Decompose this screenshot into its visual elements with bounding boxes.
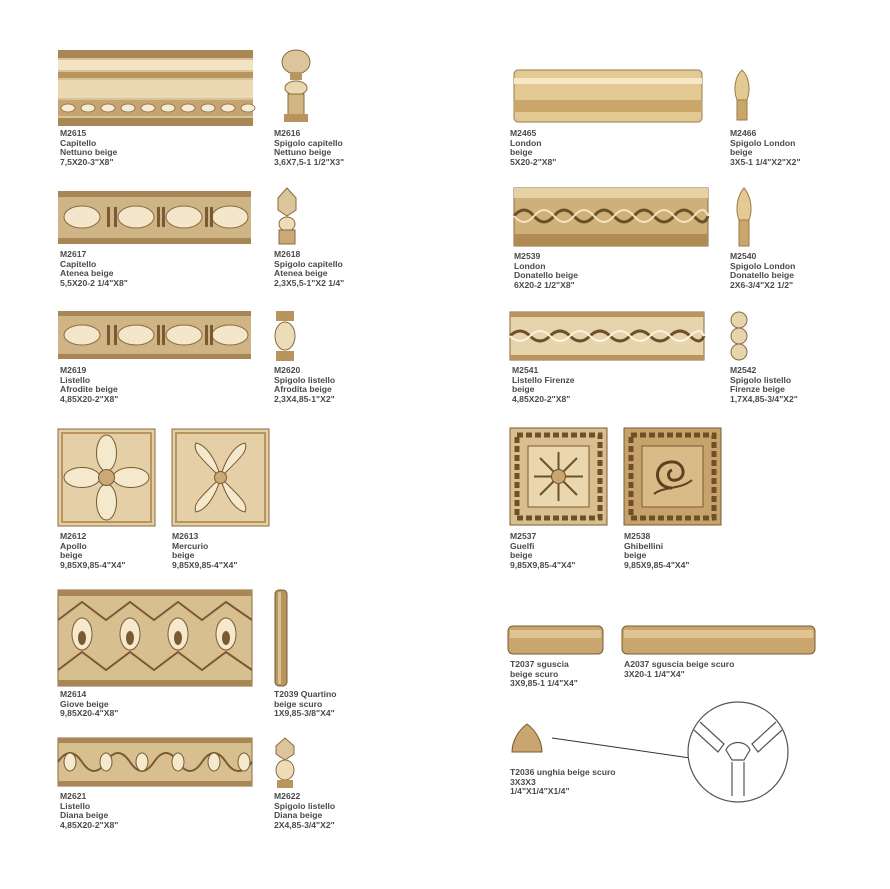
t2037-caption (510, 660, 578, 689)
product-collection: Afrodite beige (60, 384, 118, 395)
t2039-rod-image (275, 590, 287, 686)
m2612-tile-image (58, 429, 155, 526)
product-collection: beige scuro (274, 698, 323, 709)
product-collection: Atenea beige (274, 268, 328, 279)
product-size: 5X20-2"X8" (510, 156, 557, 167)
product-size: 2,3X4,85-1"X2" (274, 393, 335, 404)
product-code: M2613 (172, 531, 199, 541)
product-code: M2538 (624, 531, 651, 541)
m2618-caption (274, 250, 344, 288)
product-size: 4,85X20-2"X8" (512, 393, 571, 404)
m2616-caption (274, 129, 344, 167)
product-name: Spigolo capitello (274, 258, 343, 269)
product-size: 4,85X20-2"X8" (60, 393, 119, 404)
product-code: M2537 (510, 531, 537, 541)
product-size: 3X9,85-1 1/4"X4" (510, 678, 578, 689)
product-collection: beige scuro (510, 668, 559, 679)
m2613-tile-image (172, 429, 269, 526)
m2613-caption (172, 532, 238, 570)
m2537-tile-image (510, 428, 607, 525)
product-collection: Donatello beige (514, 270, 578, 281)
product-name: Spigolo listello (274, 800, 336, 811)
product-collection: Diana beige (274, 810, 323, 821)
m2617-caption (60, 250, 128, 288)
m2466-caption (730, 129, 801, 167)
product-code: M2619 (60, 365, 87, 375)
m2465-tile-image (514, 70, 702, 122)
m2540-corner-piece-image (735, 188, 753, 246)
m2619-tile-image (58, 311, 251, 359)
product-size: 3X20-1 1/4"X4" (624, 668, 685, 679)
product-code: M2541 (512, 365, 539, 375)
m2612-caption (60, 532, 126, 570)
product-name: Spigolo listello (274, 374, 336, 385)
m2621-tile-image (58, 738, 252, 786)
product-code: A2037 sguscia beige scuro (624, 659, 735, 669)
product-code: M2621 (60, 791, 87, 801)
product-name: Guelfi (510, 540, 535, 551)
product-size: 9,85X9,85-4"X4" (624, 559, 690, 570)
product-name: Apollo (60, 540, 87, 551)
product-code: T2037 sguscia (510, 659, 569, 669)
product-size: 5,5X20-2 1/4"X8" (60, 277, 128, 288)
product-collection: beige (510, 550, 533, 561)
product-size: 3,6X7,5-1 1/2"X3" (274, 156, 345, 167)
product-size: 2X6-3/4"X2 1/2" (730, 279, 794, 290)
t2036-corner-image (510, 722, 544, 754)
product-size: 2,3X5,5-1"X2 1/4" (274, 277, 345, 288)
t2037-cove-image (508, 626, 603, 654)
product-size: 9,85X9,85-4"X4" (60, 559, 126, 570)
product-code: M2615 (60, 128, 87, 138)
m2615-caption (60, 129, 117, 167)
product-size: 3X3X3 (510, 776, 536, 787)
product-name: Spigolo capitello (274, 137, 343, 148)
m2539-caption (514, 252, 578, 290)
product-collection: beige (510, 147, 533, 158)
m2617-tile-image (58, 191, 251, 244)
m2622-corner-piece-image (274, 738, 296, 788)
m2621-caption (60, 792, 118, 830)
m2541-tile-image (510, 312, 704, 360)
product-code: M2616 (274, 128, 301, 138)
m2620-caption (274, 366, 335, 404)
product-name: London (514, 260, 546, 271)
product-name: Ghibellini (624, 540, 664, 551)
m2539-tile-image (514, 188, 708, 246)
m2537-caption (510, 532, 576, 570)
product-name: Spigolo listello (730, 374, 792, 385)
a2037-cove-image (622, 626, 815, 654)
m2538-tile-image (624, 428, 721, 525)
m2615-tile-image (58, 50, 253, 126)
m2541-caption (512, 366, 575, 404)
product-code: M2614 (60, 689, 87, 699)
product-code: T2036 unghia beige scuro (510, 767, 616, 777)
product-size: 1X9,85-3/8"X4" (274, 708, 335, 719)
m2542-caption (730, 366, 798, 404)
a2037-caption (624, 660, 734, 679)
t2036-caption (510, 768, 616, 797)
product-collection: beige (730, 147, 753, 158)
product-size: 1/4"X1/4"X1/4" (510, 786, 570, 797)
product-name: Capitello (60, 258, 97, 269)
m2466-corner-piece-image (733, 70, 751, 120)
m2538-caption (624, 532, 690, 570)
m2620-corner-piece-image (274, 311, 296, 361)
product-name: Spigolo London (730, 137, 796, 148)
product-code: M2539 (514, 251, 541, 261)
m2622-caption (274, 792, 335, 830)
product-collection: Atenea beige (60, 268, 114, 279)
product-name: Mercurio (172, 540, 209, 551)
product-code: M2620 (274, 365, 301, 375)
product-name: Listello Firenze (512, 374, 575, 385)
m2614-tile-image (58, 590, 252, 686)
m2619-caption (60, 366, 118, 404)
product-size: 2X4,85-3/4"X2" (274, 819, 335, 830)
product-code: M2618 (274, 249, 301, 259)
product-code: M2466 (730, 128, 757, 138)
product-code: M2622 (274, 791, 301, 801)
m2618-corner-piece-image (274, 188, 300, 246)
m2616-corner-piece-image (276, 48, 316, 126)
product-code: M2612 (60, 531, 87, 541)
product-collection: beige (172, 550, 195, 561)
product-collection: beige (512, 384, 535, 395)
product-collection: Afrodita beige (274, 384, 332, 395)
product-name: London (510, 137, 542, 148)
t2039-caption (274, 690, 337, 719)
product-size: 4,85X20-2"X8" (60, 819, 119, 830)
m2465-caption (510, 129, 556, 167)
product-name: Capitello (60, 137, 97, 148)
product-name: Listello (60, 800, 91, 811)
m2542-corner-piece-image (730, 312, 748, 360)
product-name: Spigolo London (730, 260, 796, 271)
product-size: 7,5X20-3"X8" (60, 156, 114, 167)
product-size: 9,85X9,85-4"X4" (510, 559, 576, 570)
product-size: 3X5-1 1/4"X2"X2" (730, 156, 801, 167)
product-code: M2465 (510, 128, 537, 138)
product-code: T2039 Quartino (274, 689, 337, 699)
product-collection: Donatello beige (730, 270, 794, 281)
product-size: 9,85X9,85-4"X4" (172, 559, 238, 570)
product-size: 9,85X20-4"X8" (60, 708, 119, 719)
product-collection: Firenze beige (730, 384, 785, 395)
product-size: Giove beige (60, 698, 109, 709)
product-code: M2542 (730, 365, 757, 375)
m2614-caption (60, 690, 118, 719)
product-code: M2540 (730, 251, 757, 261)
product-size: 1,7X4,85-3/4"X2" (730, 393, 798, 404)
product-code: M2617 (60, 249, 87, 259)
product-collection: beige (60, 550, 83, 561)
product-collection: Diana beige (60, 810, 109, 821)
product-size: 6X20-2 1/2"X8" (514, 279, 575, 290)
product-collection: Nettuno beige (60, 147, 118, 158)
product-collection: Nettuno beige (274, 147, 332, 158)
product-name: Listello (60, 374, 91, 385)
m2540-caption (730, 252, 795, 290)
product-collection: beige (624, 550, 647, 561)
